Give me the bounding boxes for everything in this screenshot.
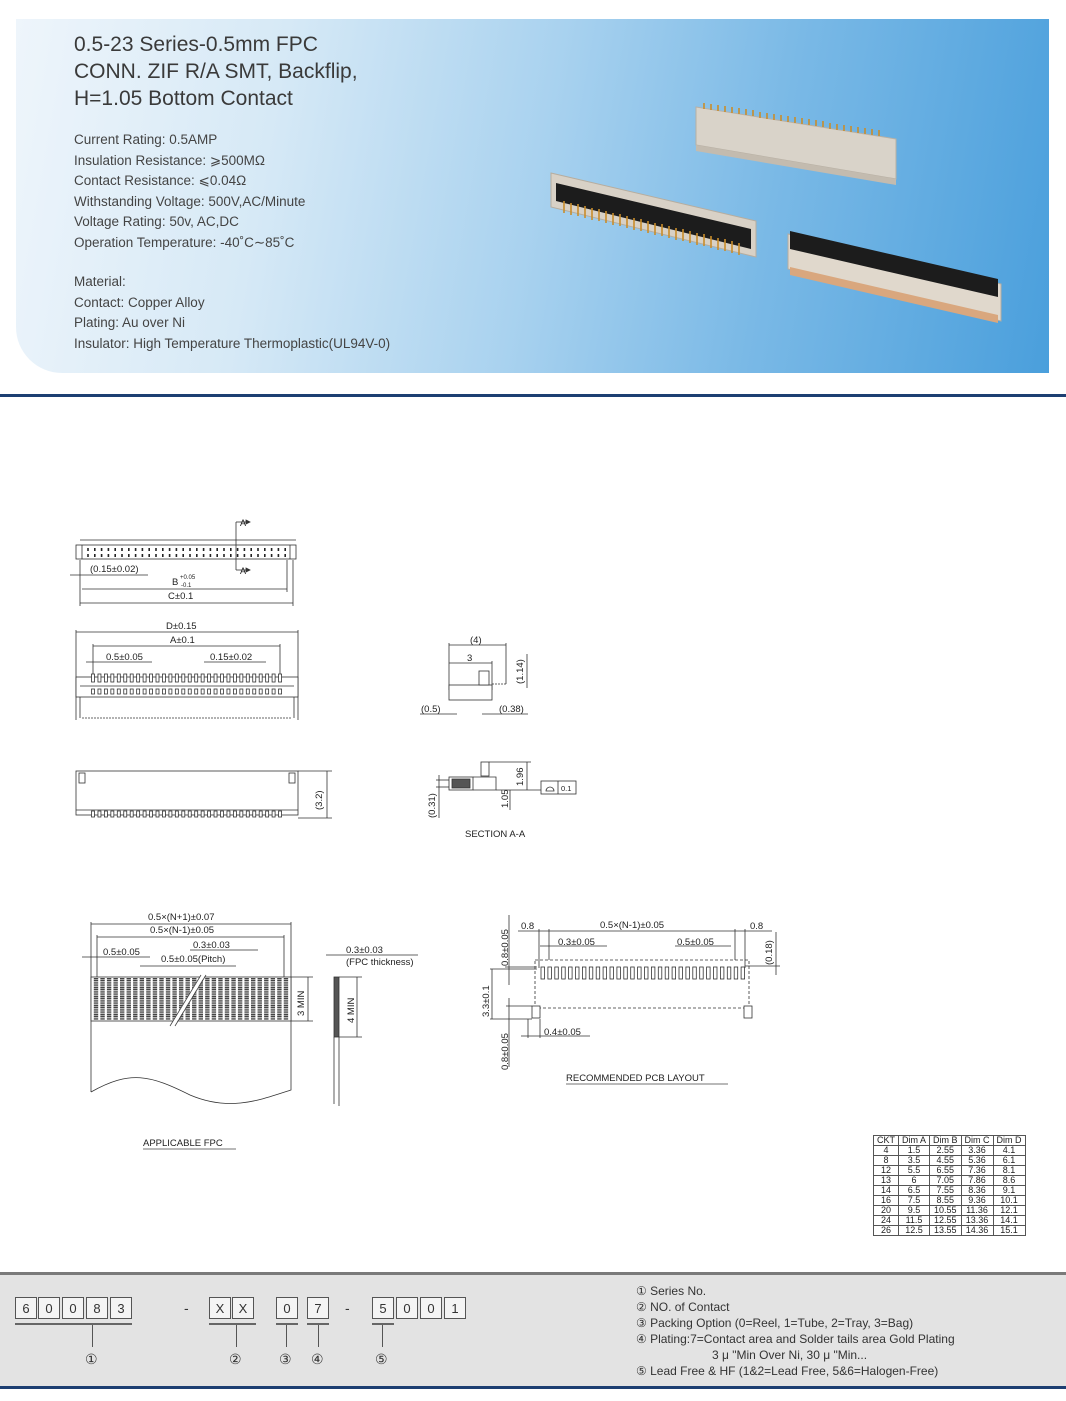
part-number-digit: 1 (444, 1297, 466, 1319)
material-heading: Material: (74, 274, 126, 289)
legend-lead-free: ⑤ Lead Free & HF (1&2=Lead Free, 5&6=Halogen-Free) (636, 1364, 939, 1378)
part-number-legend (636, 1283, 955, 1379)
table-cell: 9.36 (961, 1196, 993, 1206)
rear-view-drawing (76, 771, 332, 818)
table-cell: 11.36 (961, 1206, 993, 1216)
contact-pin (272, 689, 275, 694)
contact-pin (137, 811, 140, 817)
dim-pitch: 0.5±0.05 (106, 652, 143, 663)
table-cell: 7.36 (961, 1166, 993, 1176)
title-line: H=1.05 Bottom Contact (74, 87, 293, 110)
part-number-marker: ① (85, 1352, 98, 1368)
contact-pin (246, 689, 249, 694)
contact-pin (279, 689, 282, 694)
table-cell: 6.55 (930, 1166, 962, 1176)
contact-pin (233, 689, 236, 694)
pcb-pad (679, 967, 683, 979)
pcb-pad (576, 967, 580, 979)
contact-pin (253, 811, 256, 817)
contact-pin (156, 674, 159, 682)
legend-plating: ④ Plating:7=Contact area and Solder tails area Gold Plating (636, 1332, 955, 1346)
table-cell: 16 (874, 1196, 899, 1206)
dim-pcb-height: 3.3±0.1 (481, 985, 492, 1017)
contact-pin (182, 811, 185, 817)
part-number-marker: ④ (311, 1352, 324, 1368)
dim-rear-height: (3.2) (314, 790, 325, 810)
dim-fpc-4min: 4 MIN (346, 997, 357, 1023)
pcb-pad (562, 967, 566, 979)
contact-pin (240, 811, 243, 817)
contact-pin (259, 811, 262, 817)
legend-packing: ③ Packing Option (0=Reel, 1=Tube, 2=Tray, 3=Bag) (636, 1316, 914, 1330)
contact-pin (208, 811, 211, 817)
pcb-pad (714, 967, 718, 979)
table-cell: 7.55 (930, 1186, 962, 1196)
contact-pin (98, 689, 101, 694)
contact-pin (162, 689, 165, 694)
pcb-layout-drawing (490, 915, 780, 1067)
material-insulator: Insulator: High Temperature Thermoplastic(UL94V-0) (74, 335, 391, 351)
pcb-pad (672, 967, 676, 979)
col-header: Dim D (993, 1136, 1025, 1146)
contact-pin (117, 689, 120, 694)
part-number-marker: ③ (279, 1352, 292, 1368)
spec-withstanding-voltage: Withstanding Voltage: 500V,AC/Minute (74, 193, 306, 209)
contact-pin (188, 689, 191, 694)
pcb-pad (658, 967, 662, 979)
table-row (874, 1186, 1026, 1196)
dim-pcb-018: (0.18) (764, 940, 775, 965)
pcb-pad (548, 967, 552, 979)
part-number-group-underline (15, 1323, 132, 1325)
table-cell: 5.36 (961, 1156, 993, 1166)
pcb-pad (727, 967, 731, 979)
dim-side-038: (0.38) (499, 704, 524, 715)
part-number-leader-line (318, 1325, 319, 1347)
part-number-digit: 5 (372, 1297, 394, 1319)
table-cell: 26 (874, 1226, 899, 1236)
contact-pin (279, 811, 282, 817)
contact-pin (162, 811, 165, 817)
dim-pcb-tab-length: 0.8±0.05 (500, 1033, 511, 1070)
contact-pin (104, 689, 107, 694)
contact-pin (195, 674, 198, 682)
contact-pin (240, 689, 243, 694)
contact-pin (214, 674, 217, 682)
contact-pin (279, 674, 282, 682)
dim-contact-width: 0.15±0.02 (210, 652, 253, 663)
dim-section-196: 1.96 (515, 767, 526, 786)
dim-section-105: 1.05 (500, 789, 511, 808)
pcb-pad (734, 967, 738, 979)
section-marker-bottom: A (240, 566, 247, 576)
dim-fpc-conductor: 0.3±0.03 (193, 940, 230, 951)
contact-pin (266, 811, 269, 817)
pcb-pad (596, 967, 600, 979)
pcb-pad (700, 967, 704, 979)
contact-pin (253, 689, 256, 694)
contact-pin (201, 811, 204, 817)
pcb-pad (686, 967, 690, 979)
dim-pcb-pad-width: 0.3±0.05 (558, 937, 595, 948)
part-number-group-underline (209, 1323, 256, 1325)
contact-pin (150, 674, 153, 682)
dim-d: D±0.15 (166, 621, 197, 632)
spec-operation-temperature: Operation Temperature: -40˚C∼85˚C (74, 234, 295, 250)
dim-lead-width: (0.15±0.02) (90, 564, 139, 575)
contact-pin (182, 674, 185, 682)
table-cell: 11.5 (899, 1216, 930, 1226)
table-row (874, 1146, 1026, 1156)
contact-pin (156, 811, 159, 817)
dim-pcb-pitch: 0.5±0.05 (677, 937, 714, 948)
contact-pin (124, 689, 127, 694)
contact-pin (227, 811, 230, 817)
dim-pcb-pad-length: 0.8±0.05 (500, 929, 511, 966)
spec-current-rating: Current Rating: 0.5AMP (74, 132, 218, 147)
material-contact: Contact: Copper Alloy (74, 294, 205, 310)
part-number-marker: ② (229, 1352, 242, 1368)
material-plating: Plating: Au over Ni (74, 315, 186, 330)
flatness-value: 0.1 (561, 784, 572, 793)
table-cell: 9.1 (993, 1186, 1025, 1196)
dim-fpc-thickness-label: (FPC thickness) (346, 957, 414, 968)
dim-b-tol-plus: +0.05 (180, 575, 196, 581)
dim-b-tol-minus: -0.1 (181, 583, 192, 589)
contact-pin (195, 811, 198, 817)
contact-pin (137, 674, 140, 682)
contact-pin (111, 689, 114, 694)
pcb-pad (624, 967, 628, 979)
table-cell: 15.1 (993, 1226, 1025, 1236)
spec-contact-resistance: Contact Resistance: ⩽0.04Ω (74, 173, 247, 188)
table-cell: 10.55 (930, 1206, 962, 1216)
contact-pin (208, 689, 211, 694)
pcb-pad (645, 967, 649, 979)
table-row (874, 1226, 1026, 1236)
table-cell: 8.36 (961, 1186, 993, 1196)
table-cell: 13 (874, 1176, 899, 1186)
table-cell: 14.36 (961, 1226, 993, 1236)
dim-pcb-tab-width: 0.4±0.05 (544, 1027, 581, 1038)
table-cell: 4.1 (993, 1146, 1025, 1156)
pcb-pad (610, 967, 614, 979)
pcb-pad (617, 967, 621, 979)
table-cell: 20 (874, 1206, 899, 1216)
contact-pin (130, 811, 133, 817)
part-number-digit: 3 (110, 1297, 132, 1319)
title-line: 0.5-23 Series-0.5mm FPC (74, 33, 318, 56)
contact-pin (221, 689, 224, 694)
contact-pin (240, 674, 243, 682)
table-cell: 14.1 (993, 1216, 1025, 1226)
table-cell: 14 (874, 1186, 899, 1196)
contact-pin (195, 689, 198, 694)
table-cell: 12.1 (993, 1206, 1025, 1216)
table-cell: 1.5 (899, 1146, 930, 1156)
part-number-group-underline (276, 1323, 298, 1325)
table-cell: 3.36 (961, 1146, 993, 1156)
contact-pin (169, 674, 172, 682)
part-number-leader-line (286, 1325, 287, 1347)
dimension-table (873, 1135, 1026, 1236)
table-cell: 24 (874, 1216, 899, 1226)
table-cell: 9.5 (899, 1206, 930, 1216)
table-cell: 7.5 (899, 1196, 930, 1206)
table-cell: 6.1 (993, 1156, 1025, 1166)
contact-pin (104, 674, 107, 682)
part-number-digit: 0 (38, 1297, 60, 1319)
part-number-leader-line (382, 1325, 383, 1347)
col-header: Dim A (899, 1136, 930, 1146)
part-number-digit: 8 (86, 1297, 108, 1319)
pcb-pad (665, 967, 669, 979)
contact-pin (259, 674, 262, 682)
contact-pin (169, 811, 172, 817)
table-cell: 13.55 (930, 1226, 962, 1236)
contact-pin (137, 689, 140, 694)
dim-fpc-pitch: 0.5±0.05(Pitch) (161, 954, 226, 965)
contact-pin (246, 674, 249, 682)
table-cell: 4 (874, 1146, 899, 1156)
pcb-pad (603, 967, 607, 979)
table-header-row (874, 1136, 1026, 1146)
table-cell: 6 (899, 1176, 930, 1186)
pcb-pad (569, 967, 573, 979)
part-number-digit: 0 (396, 1297, 418, 1319)
pcb-pad (693, 967, 697, 979)
table-cell: 8 (874, 1156, 899, 1166)
contact-pin (201, 674, 204, 682)
part-number-digit: X (209, 1297, 231, 1319)
part-number-group-underline (372, 1323, 394, 1325)
col-header: Dim B (930, 1136, 962, 1146)
legend-series: ① Series No. (636, 1284, 707, 1298)
table-row (874, 1206, 1026, 1216)
contact-pin (266, 674, 269, 682)
pcb-pad (631, 967, 635, 979)
legend-plating-detail: 3 μ "Min Over Ni, 30 μ "Min... (712, 1348, 868, 1362)
table-row (874, 1156, 1026, 1166)
pcb-pad (720, 967, 724, 979)
dim-pcb-edge-right: 0.8 (750, 921, 764, 932)
col-header: CKT (874, 1136, 899, 1146)
contact-pin (272, 674, 275, 682)
contact-pin (143, 811, 146, 817)
table-cell: 12.5 (899, 1226, 930, 1236)
contact-pin (117, 674, 120, 682)
title-line: CONN. ZIF R/A SMT, Backflip, (74, 60, 358, 83)
spec-voltage-rating: Voltage Rating: 50v, AC,DC (74, 214, 239, 229)
part-number-digit: 0 (62, 1297, 84, 1319)
part-number-digit: 0 (420, 1297, 442, 1319)
contact-pin (175, 811, 178, 817)
contact-pin (124, 811, 127, 817)
pcb-pad (741, 967, 745, 979)
dim-pcb-pitch-span: 0.5×(N-1)±0.05 (600, 920, 665, 931)
table-cell: 10.1 (993, 1196, 1025, 1206)
dim-pcb-edge-left: 0.8 (521, 921, 535, 932)
pcb-layout-label: RECOMMENDED PCB LAYOUT (566, 1073, 705, 1084)
contact-pin (143, 674, 146, 682)
contact-pin (266, 689, 269, 694)
dim-a: A±0.1 (170, 635, 195, 646)
fpc-label: APPLICABLE FPC (143, 1138, 223, 1149)
contact-pin (130, 674, 133, 682)
contact-pin (92, 811, 95, 817)
pcb-pad (651, 967, 655, 979)
table-cell: 4.55 (930, 1156, 962, 1166)
part-number-leader-line (92, 1325, 93, 1347)
contact-pin (227, 689, 230, 694)
table-cell: 13.36 (961, 1216, 993, 1226)
dim-c: C±0.1 (168, 591, 194, 602)
dim-side-3: 3 (467, 653, 473, 664)
contact-pin (188, 811, 191, 817)
part-number-digit: 7 (307, 1297, 329, 1319)
dim-fpc-3min: 3 MIN (296, 990, 307, 1016)
dim-section-031: (0.31) (427, 793, 438, 818)
section-marker-top: A (240, 518, 247, 528)
contact-pin (124, 674, 127, 682)
contact-pin (272, 811, 275, 817)
part-number-digit: 0 (276, 1297, 298, 1319)
contact-pin (117, 811, 120, 817)
part-number-digit: X (232, 1297, 254, 1319)
dim-fpc-pitch-span: 0.5×(N-1)±0.05 (150, 925, 215, 936)
contact-pin (156, 689, 159, 694)
legend-contacts: ② NO. of Contact (636, 1300, 730, 1314)
table-cell: 8.6 (993, 1176, 1025, 1186)
table-cell: 2.55 (930, 1146, 962, 1156)
contact-pin (246, 811, 249, 817)
dim-fpc-total-width: 0.5×(N+1)±0.07 (148, 912, 215, 923)
dim-side-4: (4) (470, 635, 482, 646)
contact-pin (162, 674, 165, 682)
contact-pin (104, 811, 107, 817)
pcb-pad (582, 967, 586, 979)
contact-pin (221, 811, 224, 817)
contact-pin (150, 689, 153, 694)
table-row (874, 1196, 1026, 1206)
table-cell: 6.5 (899, 1186, 930, 1196)
part-number-separator: - (184, 1300, 189, 1316)
dim-fpc-edge: 0.5±0.05 (103, 947, 140, 958)
contact-pin (201, 689, 204, 694)
pcb-pad (555, 967, 559, 979)
footer-line (0, 1386, 1066, 1389)
part-number-digit: 6 (15, 1297, 37, 1319)
contact-pin (111, 811, 114, 817)
contact-pin (111, 674, 114, 682)
contact-pin (259, 689, 262, 694)
contact-pin (182, 689, 185, 694)
dim-b: B (172, 577, 179, 588)
pcb-pad (638, 967, 642, 979)
dim-fpc-thickness: 0.3±0.03 (346, 945, 383, 956)
col-header: Dim C (961, 1136, 993, 1146)
table-row (874, 1176, 1026, 1186)
section-aa-label: SECTION A-A (465, 829, 526, 840)
dim-side-114: (1.14) (515, 659, 526, 684)
table-cell: 12.55 (930, 1216, 962, 1226)
contact-pin (175, 689, 178, 694)
table-row (874, 1216, 1026, 1226)
contact-pin (214, 689, 217, 694)
contact-pin (227, 674, 230, 682)
spec-insulation-resistance: Insulation Resistance: ⩾500MΩ (74, 152, 265, 168)
contact-pin (214, 811, 217, 817)
contact-pin (143, 689, 146, 694)
contact-pin (169, 689, 172, 694)
table-cell: 3.5 (899, 1156, 930, 1166)
table-cell: 7.86 (961, 1176, 993, 1186)
table-cell: 8.55 (930, 1196, 962, 1206)
contact-pin (208, 674, 211, 682)
part-number-separator: - (345, 1300, 350, 1316)
table-cell: 8.1 (993, 1166, 1025, 1176)
contact-pin (150, 811, 153, 817)
table-cell: 12 (874, 1166, 899, 1176)
contact-pin (98, 811, 101, 817)
pcb-pad (541, 967, 545, 979)
contact-pin (175, 674, 178, 682)
contact-pin (221, 674, 224, 682)
contact-pin (233, 811, 236, 817)
contact-pin (130, 689, 133, 694)
pcb-pad (707, 967, 711, 979)
part-number-marker: ⑤ (375, 1352, 388, 1368)
contact-pin (188, 674, 191, 682)
part-number-leader-line (236, 1325, 237, 1347)
contact-pin (98, 674, 101, 682)
contact-pin (253, 674, 256, 682)
table-row (874, 1166, 1026, 1176)
dim-side-05: (0.5) (421, 704, 441, 715)
table-cell: 5.5 (899, 1166, 930, 1176)
table-cell: 7.05 (930, 1176, 962, 1186)
contact-pin (92, 674, 95, 682)
pcb-pad (589, 967, 593, 979)
contact-pin (233, 674, 236, 682)
contact-pin (92, 689, 95, 694)
